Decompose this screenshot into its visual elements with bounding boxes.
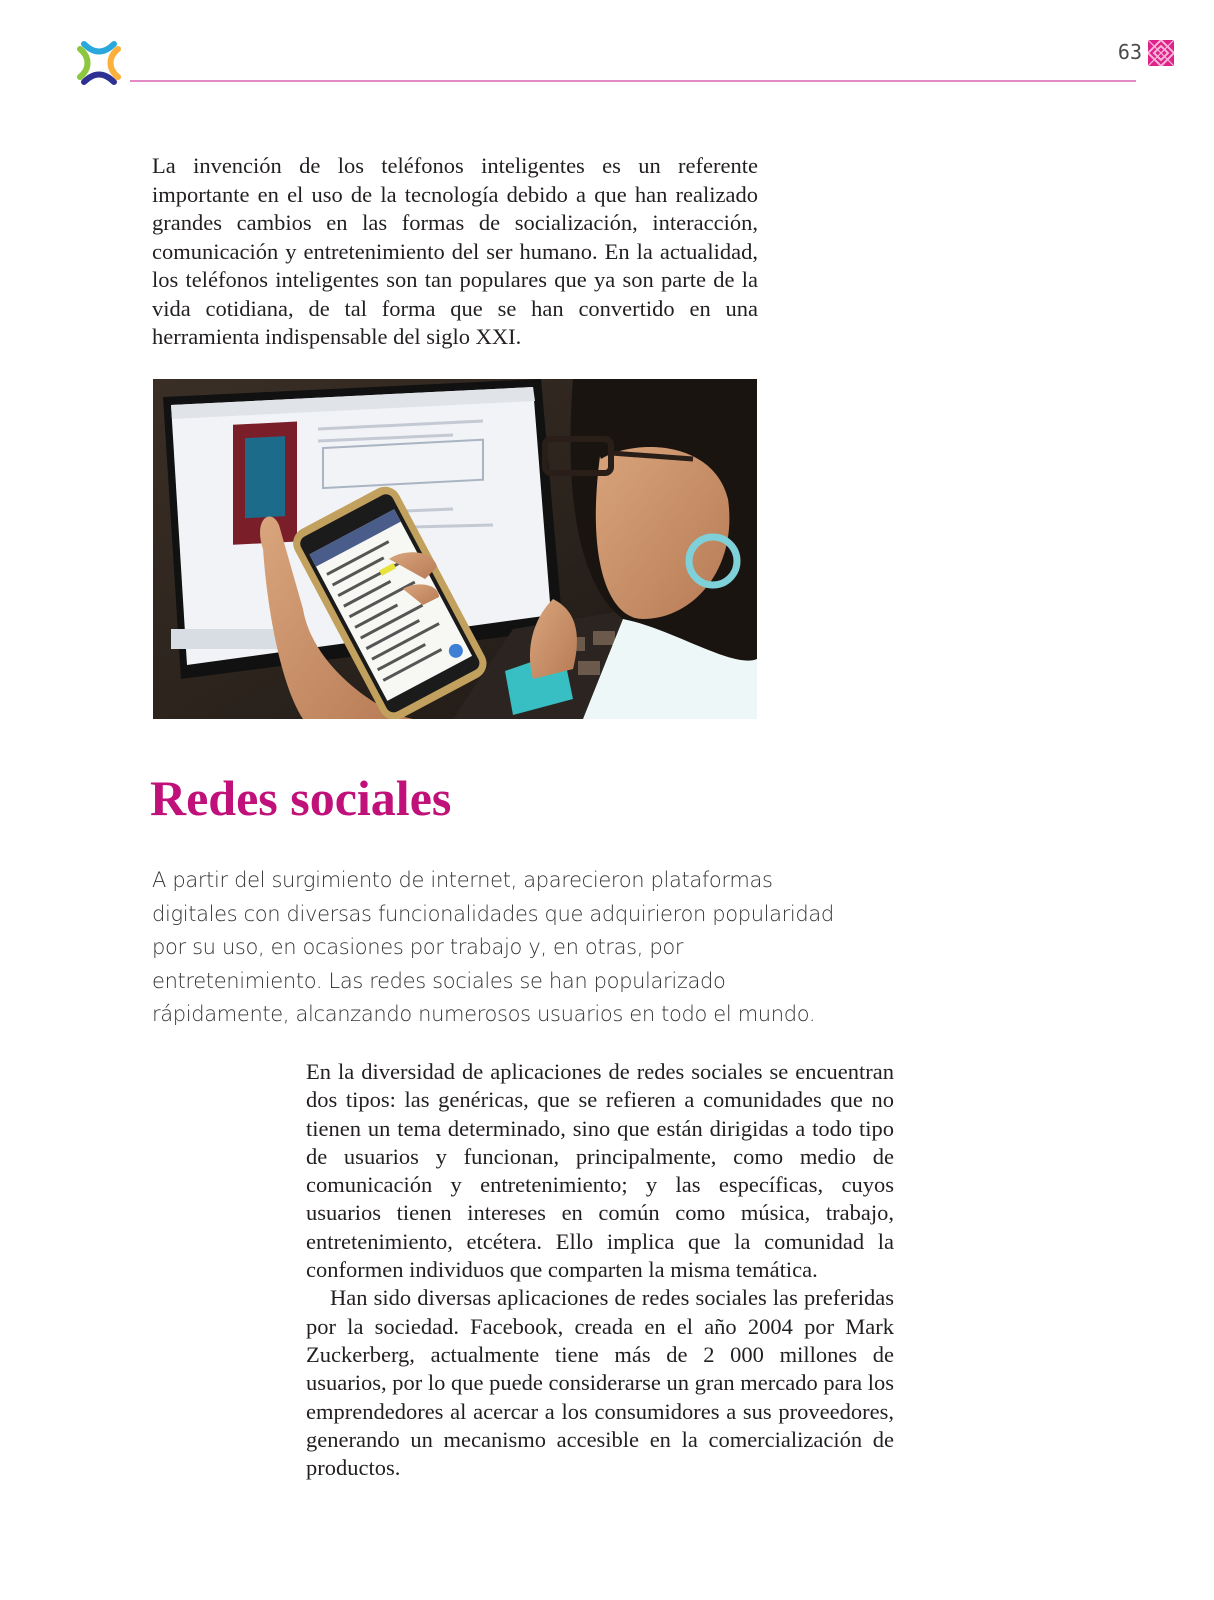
section-lead-paragraph: A partir del surgimiento de internet, aparecieron plataformas digitales con diversas funcionalidades que adquirieron popularidad por su uso, en ocasiones por trabajo y, en otras, por entretenimiento. Las redes sociales se han popularizado rápidamente, alcanzando numerosos usuarios en todo el mundo. (152, 868, 834, 1026)
section-paragraph: En la diversidad de aplicaciones de redes sociales se encuentran dos tipos: las genéricas, que se refieren a comunidades que no tienen un tema determinado, sino que están dirigidas a todo tipo de usuarios y funcionan, principalmente, como medio de comunicación y entretenimiento; y las específicas, cuyos usuarios tienen intereses en común como música, trabajo, entretenimiento, etcétera. Ello implica que la comunidad la conformen individuos que comparten la misma temática. (306, 1059, 894, 1283)
section-body (306, 1058, 894, 1482)
intro-paragraph: La invención de los teléfonos inteligentes es un referente importante en el uso de la tecnología debido a que han realizado grandes cambios en las formas de socialización, interacción, comunicación y entretenimiento del ser humano. En la actualidad, los teléfonos inteligentes son tan populares que ya son parte de la vida cotidiana, de tal forma que se han convertido en una herramienta indispensable del siglo XXI. (152, 153, 758, 349)
section-paragraph: Han sido diversas aplicaciones de redes sociales las preferidas por la sociedad. Facebook, creada en el año 2004 por Mark Zuckerberg, actualmente tiene más de 2 000 millones de usuarios, por lo que puede considerarse un gran mercado para los emprendedores al acercar a los consumidores a sus proveedores, generando un mecanismo accesible en la comercialización de productos. (306, 1285, 894, 1481)
page-number: 63 (1117, 40, 1142, 64)
section-heading: Redes sociales (150, 770, 452, 826)
logo-icon (76, 40, 122, 86)
ornament-icon (1148, 40, 1174, 66)
photo-person-using-smartphone (153, 379, 757, 719)
header-rule (130, 80, 1136, 82)
